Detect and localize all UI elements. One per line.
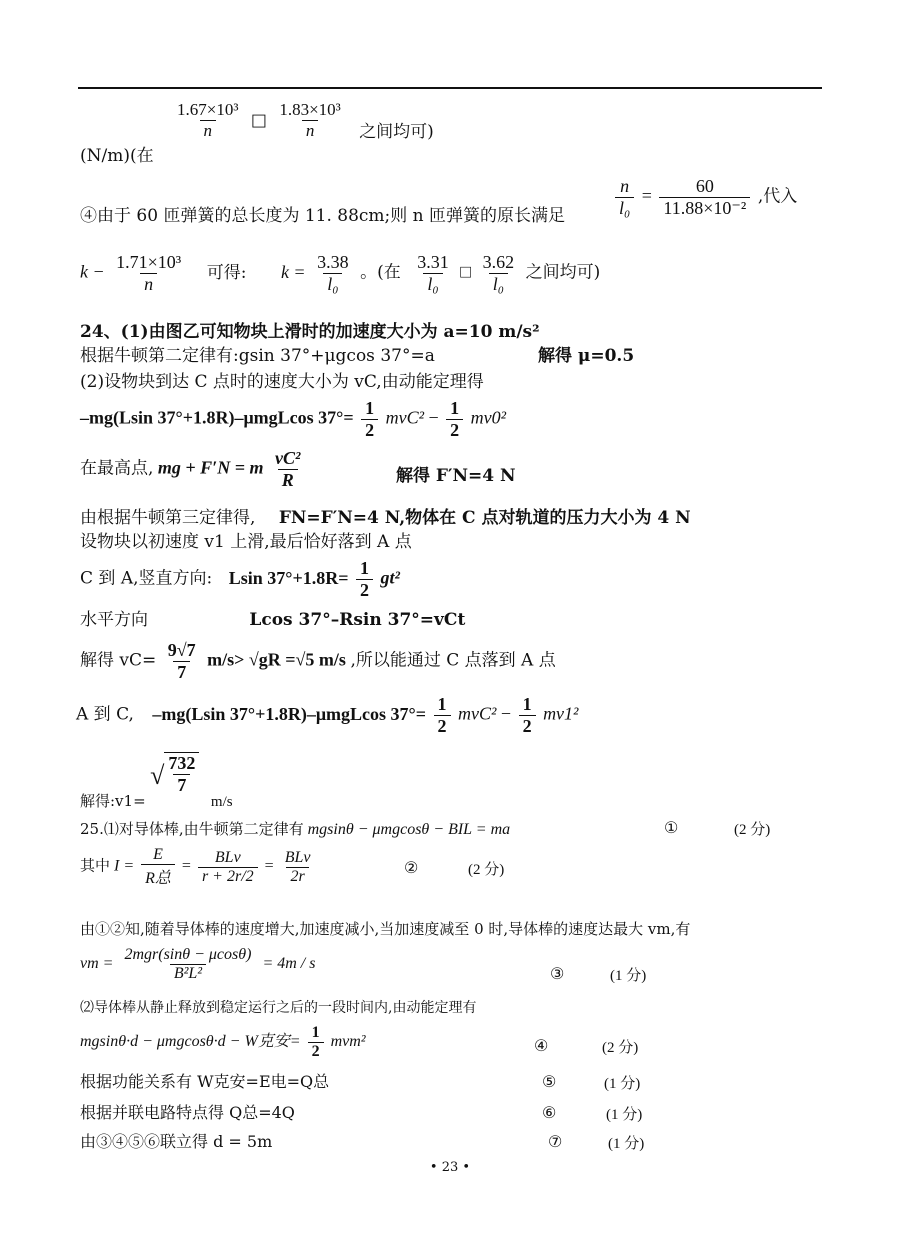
text: 解得 vC= (80, 650, 157, 671)
q24-part2: (2)设物块到达 C 点时的速度大小为 vC,由动能定理得 (80, 372, 484, 392)
frac-den: l₀ (615, 197, 634, 219)
sqrt-icon: √ (150, 761, 165, 791)
fraction (164, 640, 200, 683)
q25-part2: ⑵导体棒从静止释放到稳定运行之后的一段时间内,由动能定理有 (80, 1000, 477, 1016)
fraction (275, 100, 344, 142)
fraction (141, 846, 175, 888)
equals: = (181, 857, 191, 875)
text: vm = (80, 955, 114, 973)
q24-horizontal (80, 610, 465, 630)
fraction (281, 849, 315, 886)
frac-den: r + 2r/2 (198, 867, 258, 886)
q25-current (80, 846, 317, 888)
q25-mark3: ③ (550, 966, 565, 983)
frac-num: 1.67×10³ (177, 100, 239, 119)
q25-mark7: ⑦ (548, 1134, 563, 1151)
frac-den: l₀ (489, 273, 508, 295)
frac-den: l₀ (323, 273, 342, 295)
fraction (112, 252, 185, 295)
frac-den: n (140, 273, 157, 295)
text: ,代入 (757, 186, 798, 207)
text: m/s (210, 794, 233, 811)
fraction (659, 176, 750, 219)
q24-energy-eq (80, 398, 506, 441)
frac-den: 7 (173, 661, 190, 683)
q25-vmax (80, 946, 315, 983)
text: mv0² (470, 407, 507, 428)
fraction (356, 558, 373, 601)
frac-den: 2 (446, 419, 463, 441)
frac-num: 1 (437, 694, 447, 714)
text: gt² (380, 567, 400, 588)
q25-analysis: 由①②知,随着导体棒的速度增大,加速度减小,当加速度减至 0 时,导体棒的速度达最大 vm,有 (80, 920, 691, 938)
page-number: • 23 • (429, 1160, 471, 1175)
fraction (446, 398, 463, 441)
q25-mark5: ⑤ (542, 1074, 557, 1091)
q25-score2: (2 分) (468, 862, 505, 878)
q25-score3: (1 分) (610, 968, 647, 984)
q25-score5: (1 分) (604, 1076, 641, 1092)
text: mvC² (385, 407, 425, 428)
text: –mg(Lsin 37°+1.8R)–μmgLcos 37°= (152, 703, 427, 724)
frac-den: 2r (286, 867, 308, 886)
frac-num: BLv (214, 848, 241, 866)
q24-part1: 24、(1)由图乙可知物块上滑时的加速度大小为 a=10 m/s² (80, 322, 540, 342)
text: Lcos 37°–Rsin 37°=vCt (249, 610, 466, 630)
fraction (120, 946, 255, 983)
frac-den: 7 (173, 774, 190, 796)
q24-top-point (80, 448, 307, 491)
text: (N/m)(在 (80, 146, 154, 167)
fraction (434, 694, 451, 737)
frac-num: 1.71×10³ (116, 252, 182, 272)
fraction (615, 176, 634, 219)
q24-fn-result: 解得 F′N=4 N (396, 466, 516, 486)
q25-score6: (1 分) (606, 1107, 643, 1123)
fraction (164, 752, 199, 796)
separator: □ (250, 110, 267, 131)
q24-a-to-c (76, 694, 578, 737)
q24-newton (80, 346, 435, 366)
frac-den: 2 (356, 579, 373, 601)
fraction (308, 1024, 324, 1061)
q24-vertical (80, 558, 400, 601)
text: 在最高点, (80, 458, 154, 479)
text: √gR =√5 m/s (248, 649, 346, 670)
ratio-formula (612, 176, 797, 219)
text: –mg(Lsin 37°+1.8R)–μmgLcos 37°= (80, 407, 354, 428)
q24-mu-result: 解得 μ=0.5 (538, 346, 635, 366)
line-k-result (80, 252, 600, 295)
frac-num: 60 (695, 176, 714, 196)
text: − (500, 703, 512, 724)
q24-v1-result (80, 752, 233, 811)
frac-num: 3.31 (417, 252, 449, 272)
frac-den: n (200, 120, 217, 141)
frac-den: 11.88×10⁻² (659, 197, 750, 219)
frac-den: n (302, 120, 319, 141)
fraction (413, 252, 453, 295)
text: mvm² (330, 1033, 366, 1051)
q25-parallel: 根据并联电路特点得 Q总=4Q (80, 1103, 295, 1122)
frac-num: 1 (522, 694, 532, 714)
q25-work: 根据功能关系有 W克安=E电=Q总 (80, 1072, 330, 1091)
q25-mark4: ④ (534, 1038, 549, 1055)
text: mgsinθ·d − μmgcosθ·d − W克安= (80, 1033, 301, 1051)
q25-mark1: ① (664, 820, 679, 837)
text: m/s> (207, 649, 245, 670)
text: ④由于 60 匝弹簧的总长度为 11. 88cm;则 n 匝弹簧的原长满足 (80, 206, 566, 226)
q25-final: 由③④⑤⑥联立得 d = 5m (80, 1132, 273, 1151)
frac-num: 2mgr(sinθ − μcosθ) (124, 946, 252, 963)
text: Lsin 37°+1.8R= (228, 567, 349, 588)
text: 可得: (206, 262, 247, 283)
frac-den: 2 (434, 715, 451, 737)
frac-num: 3.62 (482, 252, 515, 272)
fraction (361, 398, 378, 441)
fraction (173, 100, 242, 142)
equals: = (641, 185, 652, 206)
fraction (519, 694, 536, 737)
text: mgsinθ − μmgcosθ − BIL = ma (307, 821, 511, 838)
text: 解得:v1= (80, 792, 146, 811)
text: 之间均可) (359, 122, 434, 143)
frac-num: 732 (168, 753, 196, 773)
frac-den: l₀ (423, 273, 442, 295)
text: k = (280, 261, 306, 282)
text: k − (80, 261, 105, 282)
fraction (198, 849, 258, 886)
text: mvC² (458, 703, 497, 724)
fraction (479, 252, 519, 295)
frac-den: R总 (141, 864, 175, 888)
q25-mark6: ⑥ (542, 1105, 557, 1122)
fraction (271, 448, 304, 491)
text: I = (114, 857, 135, 875)
frac-num: 1 (311, 1024, 320, 1041)
frac-num: 1 (365, 398, 375, 418)
frac-num: n (620, 176, 630, 196)
text: 由根据牛顿第三定律得, (80, 508, 256, 528)
text: 水平方向 (80, 610, 148, 630)
frac-num: 1.83×10³ (279, 100, 341, 119)
separator: □ (460, 261, 472, 282)
line-unit-range (80, 100, 434, 167)
frac-den: 2 (308, 1042, 324, 1061)
text: 。(在 (360, 262, 401, 283)
frac-num: E (153, 846, 163, 863)
q24-initial-v: 设物块以初速度 v1 上滑,最后恰好落到 A 点 (80, 532, 412, 552)
q25-score1: (2 分) (734, 822, 771, 838)
text: ,所以能通过 C 点落到 A 点 (350, 650, 556, 671)
q25-score4: (2 分) (602, 1040, 639, 1056)
equals: = (264, 857, 274, 875)
text: A 到 C, (76, 704, 134, 725)
frac-den: 2 (361, 419, 378, 441)
q25-energy (80, 1024, 366, 1061)
q25-score7: (1 分) (608, 1136, 645, 1152)
frac-den: B²L² (170, 964, 206, 983)
text: mg + F′N = m (157, 457, 264, 478)
text: 25.⑴对导体棒,由牛顿第二定律有 (80, 820, 304, 838)
text: = 4m / s (262, 955, 316, 973)
fraction (313, 252, 353, 295)
text: 之间均可) (525, 262, 601, 283)
line-spring-length (80, 206, 565, 226)
q24-vc-result (80, 640, 556, 683)
frac-num: vC² (275, 448, 301, 468)
frac-num: 1 (359, 558, 369, 578)
frac-num: 1 (450, 398, 460, 418)
text: C 到 A,竖直方向: (80, 568, 213, 589)
q25-mark2: ② (404, 860, 419, 877)
text: mv1² (543, 703, 579, 724)
frac-den: 2 (519, 715, 536, 737)
q24-third-law (80, 508, 691, 528)
text: FN=F′N=4 N,物体在 C 点对轨道的压力大小为 4 N (278, 508, 691, 528)
text: − (428, 407, 439, 428)
text: 根据牛顿第二定律有:gsin 37°+μgcos 37°=a (80, 346, 435, 366)
frac-num: 3.38 (317, 252, 349, 272)
frac-den: R (278, 469, 298, 491)
frac-num: 9√7 (167, 640, 196, 660)
frac-num: BLv (284, 848, 311, 866)
q25-newton (80, 818, 510, 839)
header-rule (78, 87, 822, 89)
text: 其中 (80, 856, 111, 875)
